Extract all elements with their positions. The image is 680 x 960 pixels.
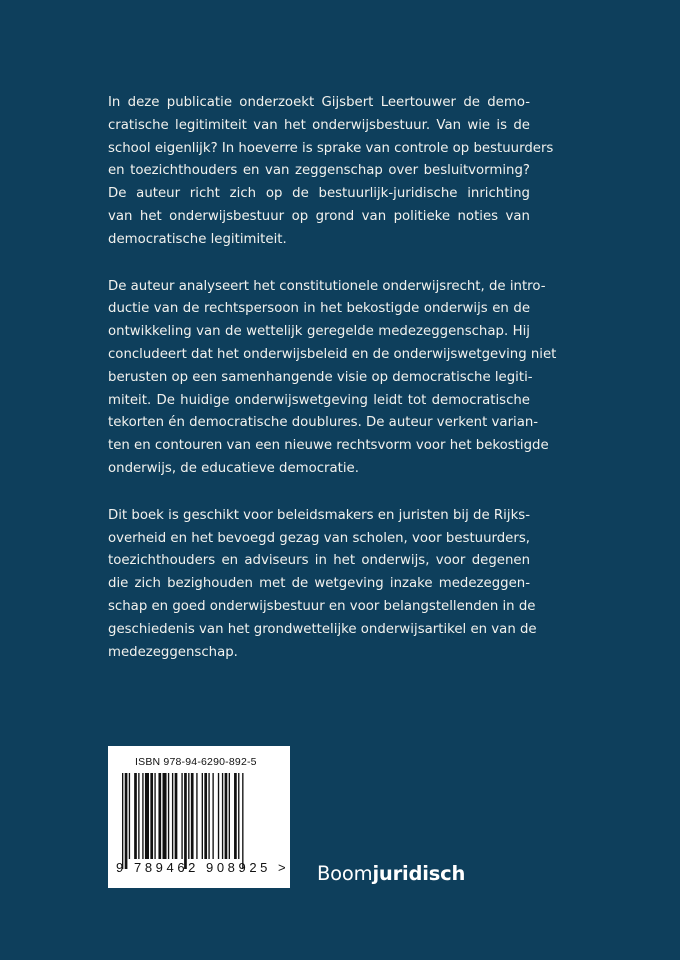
paragraph-line: ontwikkeling van de wettelijk geregelde medezeggenschap. Hij — [108, 324, 530, 340]
paragraph-line: ductie van de rechtspersoon in het bekostigde onderwijs en de — [108, 301, 530, 317]
barcode-bar — [242, 773, 243, 869]
paragraph-line: In deze publicatie onderzoekt Gijsbert Leertouwer de demo- — [108, 95, 530, 110]
barcode-bar — [204, 773, 207, 859]
paragraph-line: democratische legitimiteit. — [108, 231, 287, 247]
paragraph-line: overheid en het bevoegd gezag van scholen, voor bestuurders, — [108, 530, 530, 546]
paragraph-line: schap en goed onderwijsbestuur en voor belangstellenden in de — [108, 598, 536, 614]
barcode-bar — [172, 773, 173, 859]
barcode-bar — [168, 773, 169, 859]
paragraph-line: school eigenlijk? In hoeverre is sprake van controle op bestuurders — [108, 140, 554, 156]
paragraph-line: De auteur richt zich op de bestuurlijk-juridische inrichting — [108, 186, 530, 202]
barcode-digit-end: > — [278, 860, 286, 875]
paragraph-line: cratische legitimiteit van het onderwijsbestuur. Van wie is de — [108, 117, 530, 133]
barcode-bar — [191, 773, 194, 859]
barcode-bar — [163, 773, 167, 859]
paragraph-line: De auteur analyseert het constitutionele onderwijsrecht, de intro- — [108, 278, 546, 294]
paragraph-line: Dit boek is geschikt voor beleidsmakers en juristen bij de Rijks- — [108, 507, 530, 523]
barcode-bar — [150, 773, 153, 859]
paragraph-line: berusten op een samenhangende visie op democratische legiti- — [108, 369, 533, 385]
barcode-bar — [218, 773, 219, 859]
barcode-bar — [142, 773, 143, 859]
barcode-digit-group-2: 908925 — [206, 860, 271, 875]
paragraph-3 — [108, 505, 537, 665]
paragraph-line: concludeert dat het onderwijsbeleid en de onderwijswetgeving niet — [108, 346, 557, 362]
barcode-bar — [138, 773, 139, 859]
isbn-label: ISBN 978-94-6290-892-5 — [135, 756, 257, 768]
barcode-bar — [181, 773, 182, 859]
paragraph-line: die zich bezighouden met de wetgeving inzake medezeggen- — [108, 576, 530, 592]
barcode-bar — [188, 773, 189, 859]
barcode-bar — [234, 773, 237, 859]
paragraph-1 — [108, 92, 554, 252]
publisher-logo — [317, 862, 465, 885]
barcode-bar — [175, 773, 178, 859]
barcode-digit-group-1: 789462 — [134, 860, 199, 875]
barcode-bar — [208, 773, 209, 859]
barcode-bar — [134, 773, 137, 859]
barcode-digit-first: 9 — [116, 860, 124, 875]
barcode-bar — [145, 773, 149, 859]
isbn-barcode — [108, 746, 290, 888]
barcode-bar — [125, 773, 128, 869]
barcode-bar — [158, 773, 161, 859]
back-cover-text — [108, 92, 557, 688]
paragraph-line: ten en contouren van een nieuwe rechtsvorm voor het bekostigde — [108, 438, 549, 454]
barcode-bar — [184, 773, 187, 869]
barcode-bar — [225, 773, 228, 859]
barcode-bar — [154, 773, 155, 859]
paragraph-line: onderwijs, de educatieve democratie. — [108, 460, 359, 476]
paragraph-2 — [108, 276, 557, 481]
paragraph-line: van het onderwijsbestuur op grond van politieke noties van — [108, 208, 530, 224]
paragraph-line: tekorten én democratische doublures. De auteur verkent varian- — [108, 415, 539, 431]
barcode-bars-icon — [120, 773, 278, 869]
paragraph-line: geschiedenis van het grondwettelijke onderwijsartikel en van de — [108, 621, 537, 637]
paragraph-line: medezeggenschap. — [108, 644, 238, 660]
barcode-bar — [129, 773, 130, 859]
barcode-bar — [196, 773, 197, 859]
barcode-bar — [222, 773, 223, 859]
paragraph-line: miteit. De huidige onderwijswetgeving leidt tot democratische — [108, 392, 530, 408]
paragraph-line: toezichthouders en adviseurs in het onderwijs, voor degenen — [108, 553, 530, 569]
publisher-name-bold: juridisch — [372, 862, 466, 885]
barcode-bar — [238, 773, 239, 859]
publisher-name-regular: Boom — [317, 862, 373, 885]
barcode-bar — [229, 773, 230, 859]
barcode-bar — [122, 773, 123, 869]
barcode-bar — [202, 773, 203, 859]
barcode-bar — [212, 773, 213, 859]
paragraph-line: en toezichthouders en van zeggenschap over besluitvorming? — [108, 163, 530, 179]
